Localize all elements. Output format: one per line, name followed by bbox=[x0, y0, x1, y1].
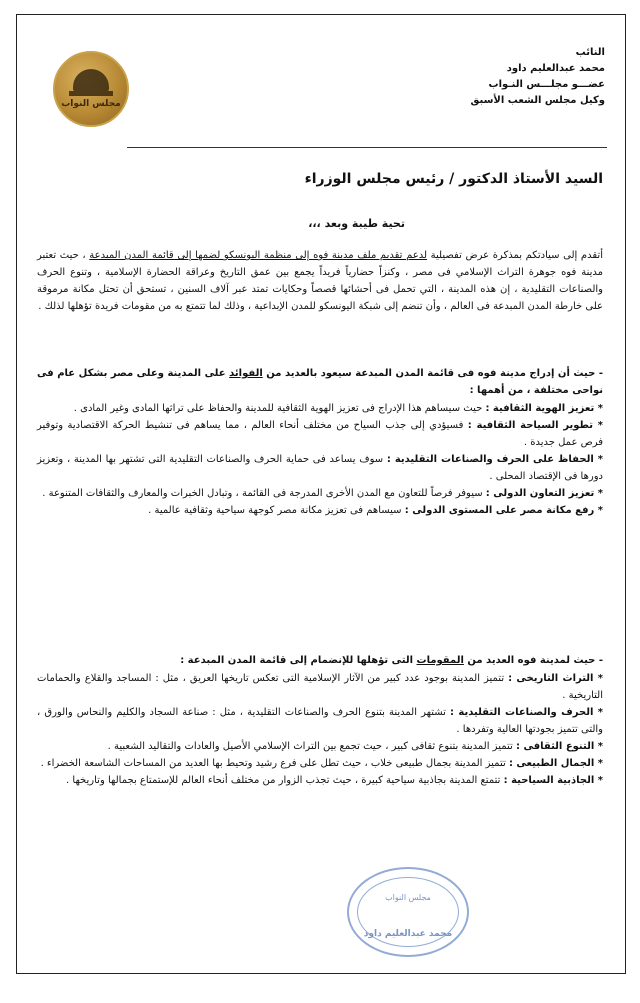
member-info bbox=[471, 45, 606, 109]
stamp-name: محمد عبدالعليم داود bbox=[363, 929, 453, 939]
list-item: * تعزيز التعاون الدولى : سيوفر فرصاً للتعاون مع المدن الأخرى المدرجة فى القائمة ، وتبادل الخبرات والمعارف والثقافات المتنوعة . bbox=[42, 488, 603, 499]
parliament-logo bbox=[53, 51, 129, 127]
list-item: * التراث التاريخى : تتميز المدينة بوجود عدد كبير من الآثار الإسلامية التى تعكس تاريخها العريق ، مثل : المساجد والقلاع والحمامات التاريخية . bbox=[37, 673, 603, 701]
list-item: * الجمال الطبيعى : تتميز المدينة بجمال طبيعى خلاب ، حيث تطل على فرع رشيد وتحيط بها العديد من المساحات الشاسعة الخضراء . bbox=[40, 758, 603, 769]
member-title: النائب bbox=[575, 47, 605, 58]
list-item: * رفع مكانة مصر على المستوى الدولى : سيساهم فى تعزيز مكانة مصر كوجهة سياحية وثقافية عالمية . bbox=[148, 505, 603, 516]
header-divider bbox=[127, 147, 607, 148]
intro-paragraph: أتقدم إلى سيادتكم بمذكرة عرض تفصيلية لدعم تقديم ملف مدينة فوه إلى منظمة اليونسكو لضمها إلى قائمة المدن المبدعة ، حيث تعتبر مدينة فوه جوهرة التراث الإسلامي فى مصر ، وكنزاً حضارياً فريداً يجمع بين عمق التاريخ وعراقة الحضارة الإسلامية ، وتنوع الحرف والصناعات التقليدية ، إن هذه المدينة ، التي تحمل فى أحشائها قصصاً وحكايات تمتد عبر آلاف السنين ، تستحق أن تحتل مكانة مرموقة على خارطة المدن المبدعة فى العالم ، وأن تنضم إلى شبكة اليونسكو للمدن الإبداعية ، وذلك لما تتمتع به من مقومات فريدة تؤهلها لذلك . bbox=[37, 250, 603, 312]
list-item: * الحفاظ على الحرف والصناعات التقليدية : سوف يساعد فى حماية الحرف والصناعات التقليدية التى تشتهر بها المدينة ، وتعزيز دورها فى الإقتصاد المحلى . bbox=[37, 454, 604, 482]
list-item: * الجاذبية السياحية : تتمتع المدينة بجاذبية سياحية كبيرة ، حيث تجذب الزوار من مختلف أنحاء العالم للإستمتاع بجمالها وتاريخها . bbox=[66, 775, 603, 786]
qualifications-heading: - حيث لمدينة فوه العديد من المقومات التى تؤهلها للإنضمام إلى قائمة المدن المبدعة : bbox=[180, 655, 603, 666]
logo-text: مجلس النواب bbox=[61, 99, 121, 109]
qualifications-section bbox=[37, 652, 603, 789]
list-item: * تعزيز الهوية الثقافية : حيث سيساهم هذا الإدراج فى تعزيز الهوية الثقافية للمدينة والحفاظ على تراثها المادى وغير المادى . bbox=[73, 403, 603, 414]
member-name: محمد عبدالعليم داود bbox=[506, 63, 605, 74]
letterhead bbox=[17, 15, 625, 147]
list-item: * التنوع الثقافى : تتميز المدينة بتنوع ثقافى كبير ، حيث تجمع بين التراث الإسلامي الأصيل والعادات والتقاليد الشعبية . bbox=[107, 741, 603, 752]
greeting: تحية طيبة وبعد ،،، bbox=[308, 217, 405, 230]
benefits-section bbox=[37, 365, 603, 519]
list-item: * تطوير السياحة الثقافية : فسيؤدي إلى جذب السياح من مختلف أنحاء العالم ، مما يساهم فى تنشيط الحركة الاقتصادية وتوفير فرص عمل جديدة . bbox=[37, 420, 604, 448]
intro-underlined: لدعم تقديم ملف مدينة فوه إلى منظمة اليونسكو لضمها إلى قائمة المدن المبدعة bbox=[89, 250, 428, 261]
member-role: عضـــو مجلـــس النـواب bbox=[488, 79, 605, 90]
official-stamp: مجلس النواب محمد عبدالعليم داود bbox=[347, 867, 469, 957]
letter-page bbox=[16, 14, 626, 974]
dome-icon bbox=[73, 69, 109, 91]
list-item: * الحرف والصناعات التقليدية : تشتهر المدينة بتنوع الحرف والصناعات التقليدية ، مثل : صناعة السجاد والكليم والنحاس والورق ، والتى تتميز بجودتها العالية وتفردها . bbox=[37, 707, 603, 735]
benefits-heading: - حيث أن إدراج مدينة فوه فى قائمة المدن المبدعة سيعود بالعديد من الفوائد على المدينة وعلى مصر بشكل عام فى نواحى مختلفة ، من أهمها : bbox=[37, 368, 603, 396]
addressee: السيد الأستاذ الدكتور / رئيس مجلس الوزراء bbox=[304, 171, 603, 187]
member-former-role: وكيل مجلس الشعب الأسبق bbox=[470, 95, 605, 106]
